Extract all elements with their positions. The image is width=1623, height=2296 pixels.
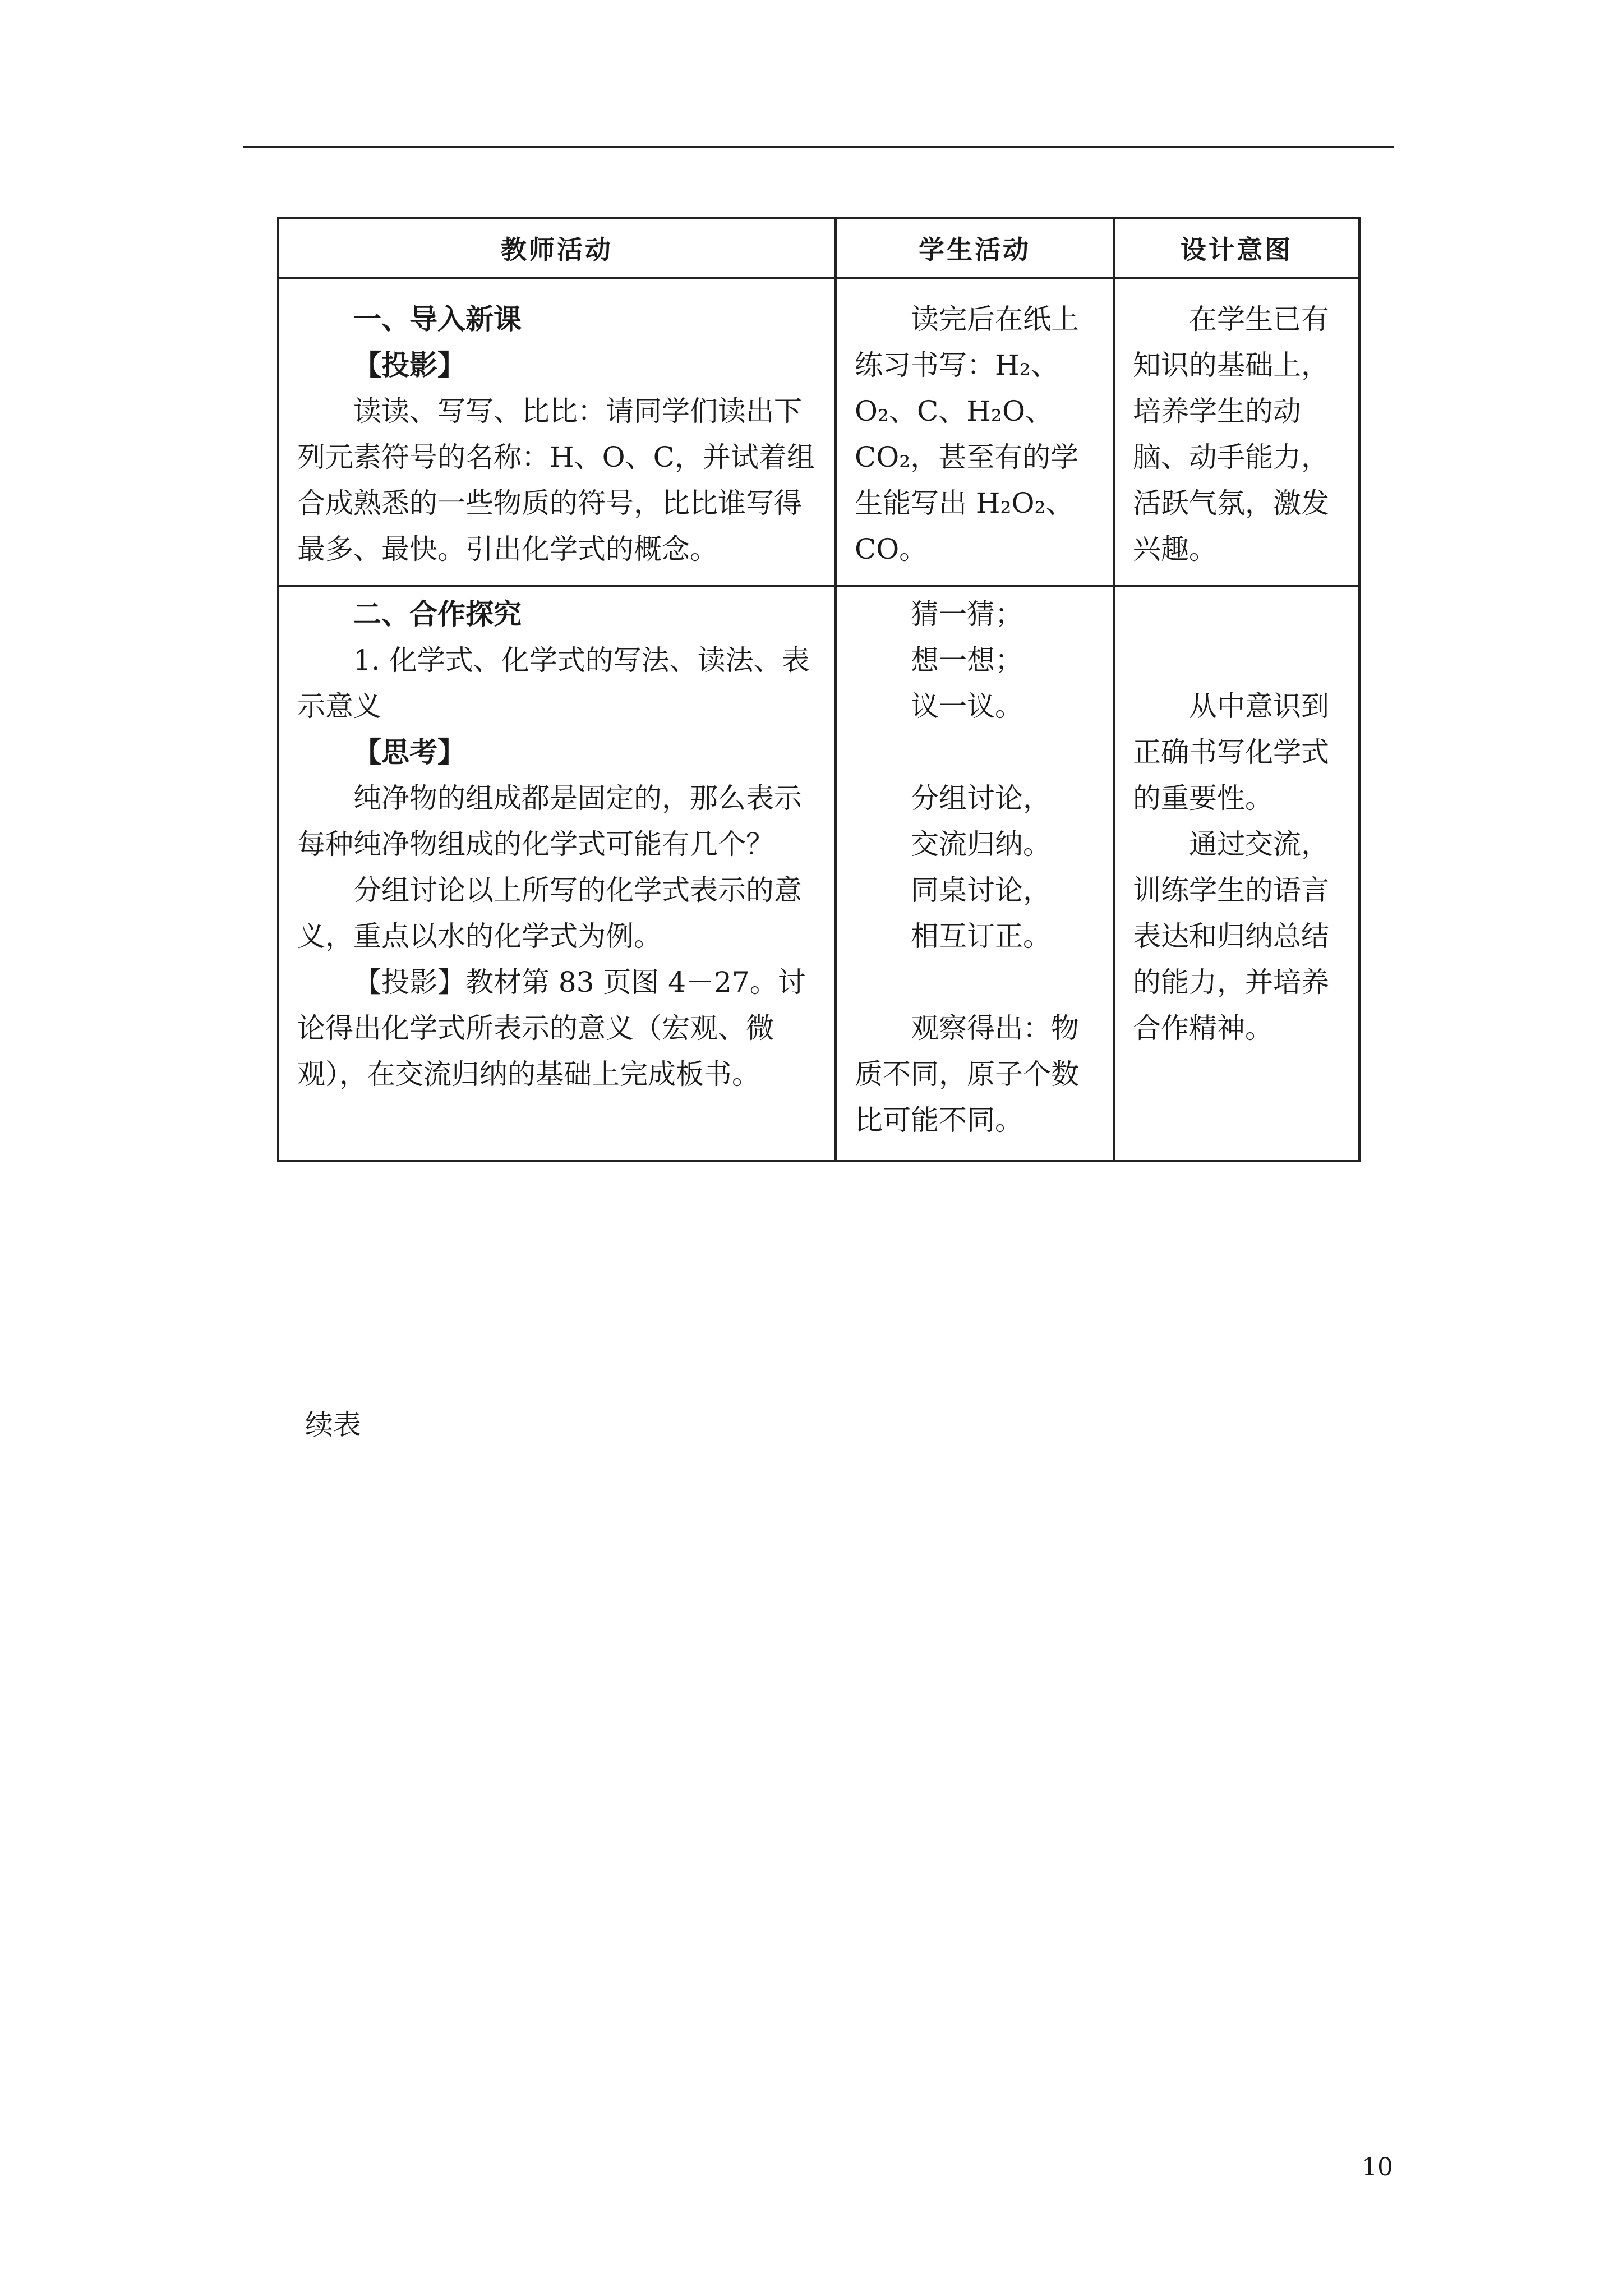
teacher-text: 读读、写写、比比：请同学们读出下列元素符号的名称：H、O、C，并试着组合成熟悉的一些物质的符号，比比谁写得最多、最快。引出化学式的概念。 xyxy=(297,395,815,565)
teacher-cell xyxy=(278,278,836,586)
teacher-text: 1. 化学式、化学式的写法、读法、表示意义 xyxy=(297,644,810,723)
page-number: 10 xyxy=(1362,2153,1393,2182)
continued-label: 续表 xyxy=(305,1409,361,1441)
intent-text: 通过交流，训练学生的语言表达和归纳总结的能力，并培养合作精神。 xyxy=(1133,828,1329,1045)
intent-text: 从中意识到正确书写化学式的重要性。 xyxy=(1133,690,1329,815)
table-row xyxy=(278,278,1359,586)
table-row xyxy=(278,586,1359,1161)
think-label: 【思考】 xyxy=(353,736,465,769)
header-teacher-activity: 教师活动 xyxy=(278,218,836,278)
header-rule xyxy=(243,146,1394,148)
section-title: 二、合作探究 xyxy=(353,598,522,631)
student-text: 读完后在纸上练习书写：H₂、O₂、C、H₂O、CO₂，甚至有的学生能写出 H₂O₂、CO。 xyxy=(855,303,1079,565)
lesson-plan-table xyxy=(277,217,1361,1162)
student-text: 想一想； xyxy=(911,644,1023,677)
teacher-text: 【投影】教材第 83 页图 4－27。讨论得出化学式所表示的意义（宏观、微观），在交流归纳的基础上完成板书。 xyxy=(297,966,806,1091)
student-text: 猜一猜； xyxy=(911,598,1023,631)
student-text: 观察得出：物质不同，原子个数比可能不同。 xyxy=(855,1012,1079,1137)
student-text: 同桌讨论， xyxy=(911,874,1051,907)
teacher-text: 分组讨论以上所写的化学式表示的意义，重点以水的化学式为例。 xyxy=(297,874,802,953)
intent-cell xyxy=(1114,586,1359,1161)
section-title: 一、导入新课 xyxy=(353,303,522,335)
table-header-row xyxy=(278,218,1359,278)
teacher-cell xyxy=(278,586,836,1161)
header-student-activity: 学生活动 xyxy=(836,218,1114,278)
projection-label: 【投影】 xyxy=(353,349,465,381)
student-text: 相互订正。 xyxy=(911,920,1051,953)
intent-cell xyxy=(1114,278,1359,586)
intent-text: 在学生已有知识的基础上，培养学生的动脑、动手能力，活跃气氛，激发兴趣。 xyxy=(1133,303,1329,565)
student-text: 议一议。 xyxy=(911,690,1023,723)
teacher-text: 纯净物的组成都是固定的，那么表示每种纯净物组成的化学式可能有几个？ xyxy=(297,782,802,861)
student-cell xyxy=(836,278,1114,586)
student-cell xyxy=(836,586,1114,1161)
student-text: 分组讨论， xyxy=(911,782,1051,815)
student-text: 交流归纳。 xyxy=(911,828,1051,861)
header-design-intent: 设计意图 xyxy=(1114,218,1359,278)
